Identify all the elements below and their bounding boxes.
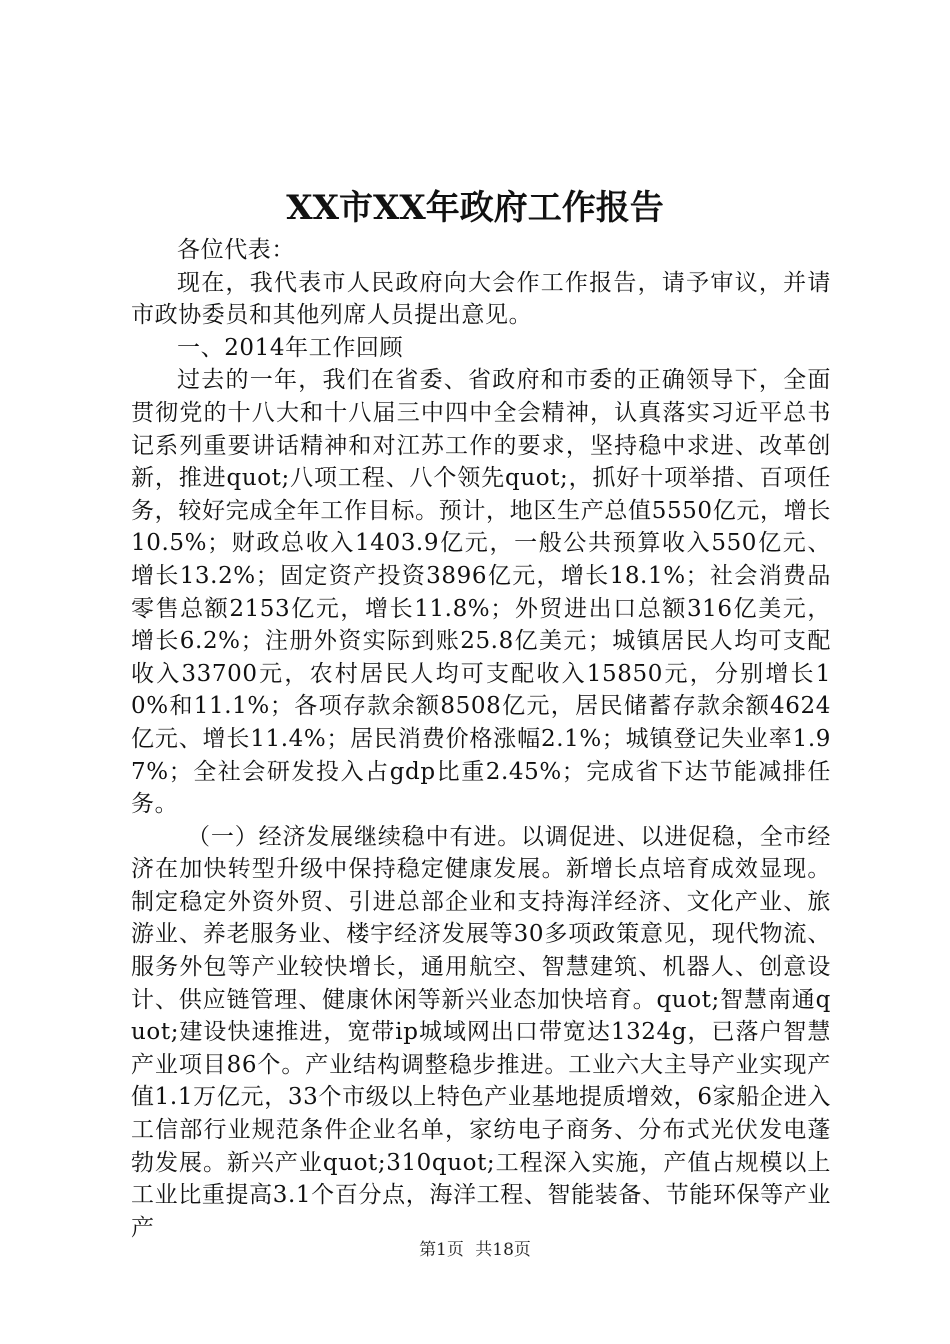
page-footer <box>0 1238 950 1262</box>
salutation-paragraph: 各位代表： <box>177 237 295 263</box>
document-body <box>131 234 831 1244</box>
section-heading: 一、2014年工作回顾 <box>177 334 404 361</box>
review-paragraph: 过去的一年，我们在省委、省政府和市委的正确领导下，全面贯彻党的十八大和十八届三中四中全会精神，认真落实习近平总书记系列重要讲话精神和对江苏工作的要求，坚持稳中求进、改革创新，推进quot;八项工程、八个领先quot;，抓好十项举措、百项任务，较好完成全年工作目标。预计，地区生产总值5550亿元，增长10.5%；财政总收入1403.9亿元，一般公共预算收入550亿元、增长13.2%；固定资产投资3896亿元，增长18.1%；社会消费品零售总额2153亿元，增长11.8%；外贸进出口总额316亿美元，增长6.2%；注册外资实际到账25.8亿美元；城镇居民人均可支配收入33700元，农村居民人均可支配收入15850元，分别增长10%和11.1%；各项存款余额8508亿元，居民储蓄存款余额4624亿元、增长11.4%；居民消费价格涨幅2.1%；城镇登记失业率1.97%；全社会研发投入占gdp比重2.45%；完成省下达节能减排任务。 <box>131 367 831 818</box>
intro-paragraph: 现在，我代表市人民政府向大会作工作报告，请予审议，并请市政协委员和其他列席人员提出意见。 <box>131 269 831 329</box>
document-title: XX市XX年政府工作报告 <box>286 188 664 228</box>
economy-paragraph: （一）经济发展继续稳中有进。以调促进、以进促稳，全市经济在加快转型升级中保持稳定健康发展。新增长点培育成效显现。制定稳定外资外贸、引进总部企业和支持海洋经济、文化产业、旅游业、养老服务业、楼宇经济发展等30多项政策意见，现代物流、服务外包等产业较快增长，通用航空、智慧建筑、机器人、创意设计、供应链管理、健康休闲等新兴业态加快培育。quot;智慧南通quot;建设快速推进，宽带ip城域网出口带宽达1324g，已落户智慧产业项目86个。产业结构调整稳步推进。工业六大主导产业实现产值1.1万亿元，33个市级以上特色产业基地提质增效，6家船企进入工信部行业规范条件企业名单，家纺电子商务、分布式光伏发电蓬勃发展。新兴产业quot;310quot;工程深入实施，产值占规模以上工业比重提高3.1个百分点，海洋工程、智能装备、节能环保等产业产 <box>131 823 831 1241</box>
page-total: 共18页 <box>475 1240 531 1260</box>
page-number: 第1页 <box>419 1240 464 1260</box>
